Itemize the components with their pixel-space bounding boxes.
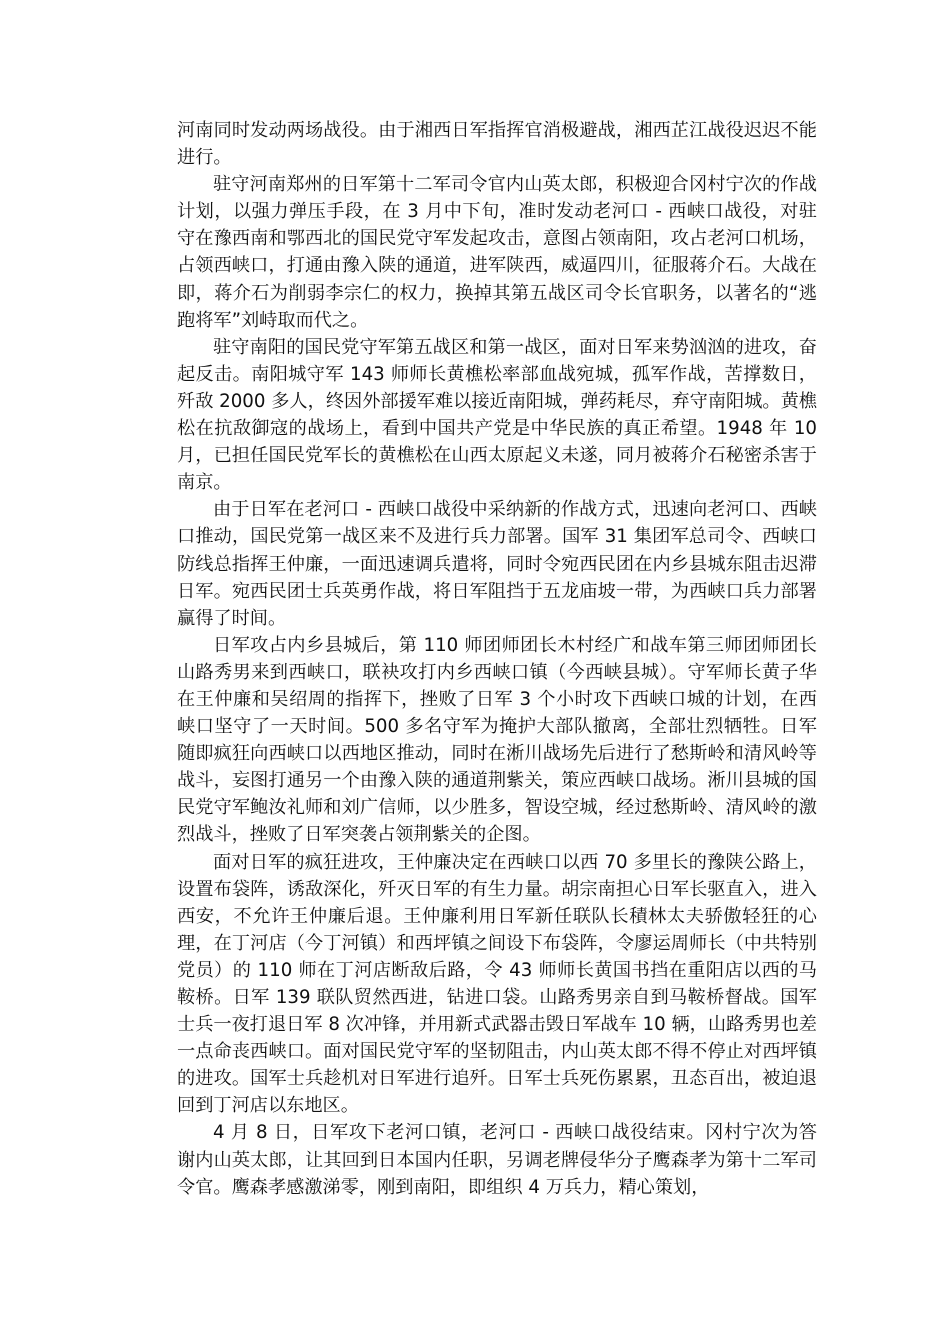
body-paragraph: 日军攻占内乡县城后，第 110 师团师团长木村经广和战车第三师团师团长山路秀男来到西峡口，联袂攻打内乡西峡口镇（今西峡县城）。守军师长黄子华在王仲廉和吴绍周的指挥下，挫败了日军 3 个小时攻下西峡口城的计划，在西峡口坚守了一天时间。500 多名守军为掩护大部队撤离，全部壮烈牺牲。日军随即疯狂向西峡口以西地区推动，同时在淅川战场先后进行了愁斯岭和清风岭等战斗，妄图打通另一个由豫入陕的通道荆紫关，策应西峡口战场。淅川县城的国民党守军鲍汝礼师和刘广信师，以少胜多，智设空城，经过愁斯岭、清风岭的激烈战斗，挫败了日军突袭占领荆紫关的企图。 [177,634,817,846]
document-body [177,117,817,1201]
body-paragraph: 面对日军的疯狂进攻，王仲廉决定在西峡口以西 70 多里长的豫陕公路上，设置布袋阵，诱敌深化，歼灭日军的有生力量。胡宗南担心日军长驱直入，进入西安，不允许王仲廉后退。王仲廉利用日军新任联队长積林太夫骄傲轻狂的心理，在丁河店（今丁河镇）和西坪镇之间设下布袋阵，令廖运周师长（中共特别党员）的 110 师在丁河店断敌后路，令 43 师师长黄国书挡在重阳店以西的马鞍桥。日军 139 联队贸然西进，钻进口袋。山路秀男亲自到马鞍桥督战。国军士兵一夜打退日军 8 次冲锋，并用新式武器击毁日军战车 10 辆，山路秀男也差一点命丧西峡口。面对国民党守军的坚韧阻击，内山英太郎不得不停止对西坪镇的进攻。国军士兵趁机对日军进行追歼。日军士兵死伤累累，丑态百出，被迫退回到丁河店以东地区。 [177,851,817,1117]
body-paragraph: 驻守南阳的国民党守军第五战区和第一战区，面对日军来势汹汹的进攻，奋起反击。南阳城守军 143 师师长黄樵松率部血战宛城，孤军作战，苦撑数日，歼敌 2000 多人，终因外部援军难以接近南阳城，弹药耗尽，弃守南阳城。黄樵松在抗敌御寇的战场上，看到中国共产党是中华民族的真正希望。1948 年 10 月，已担任国民党军长的黄樵松在山西太原起义未遂，同月被蒋介石秘密杀害于南京。 [177,336,817,494]
body-paragraph: 由于日军在老河口 - 西峡口战役中采纳新的作战方式，迅速向老河口、西峡口推动，国民党第一战区来不及进行兵力部署。国军 31 集团军总司令、西峡口防线总指挥王仲廉，一面迅速调兵遣将，同时令宛西民团在内乡县城东阻击迟滞日军。宛西民团士兵英勇作战，将日军阻挡于五龙庙坡一带，为西峡口兵力部署赢得了时间。 [177,499,817,629]
body-paragraph: 4 月 8 日，日军攻下老河口镇，老河口 - 西峡口战役结束。冈村宁次为答谢内山英太郎，让其回到日本国内任职，另调老牌侵华分子鹰森孝为第十二军司令官。鹰森孝感激涕零，刚到南阳，即组织 4 万兵力，精心策划， [177,1122,817,1198]
body-paragraph: 驻守河南郑州的日军第十二军司令官内山英太郎，积极迎合冈村宁次的作战计划，以强力弹压手段，在 3 月中下旬，准时发动老河口 - 西峡口战役，对驻守在豫西南和鄂西北的国民党守军发起攻击，意图占领南阳，攻占老河口机场，占领西峡口，打通由豫入陕的通道，进军陕西，威逼四川，征服蒋介石。大战在即，蒋介石为削弱李宗仁的权力，换掉其第五战区司令长官职务，以著名的“逃跑将军”刘峙取而代之。 [177,174,817,331]
body-paragraph: 河南同时发动两场战役。由于湘西日军指挥官消极避战，湘西芷江战役迟迟不能进行。 [177,120,817,169]
